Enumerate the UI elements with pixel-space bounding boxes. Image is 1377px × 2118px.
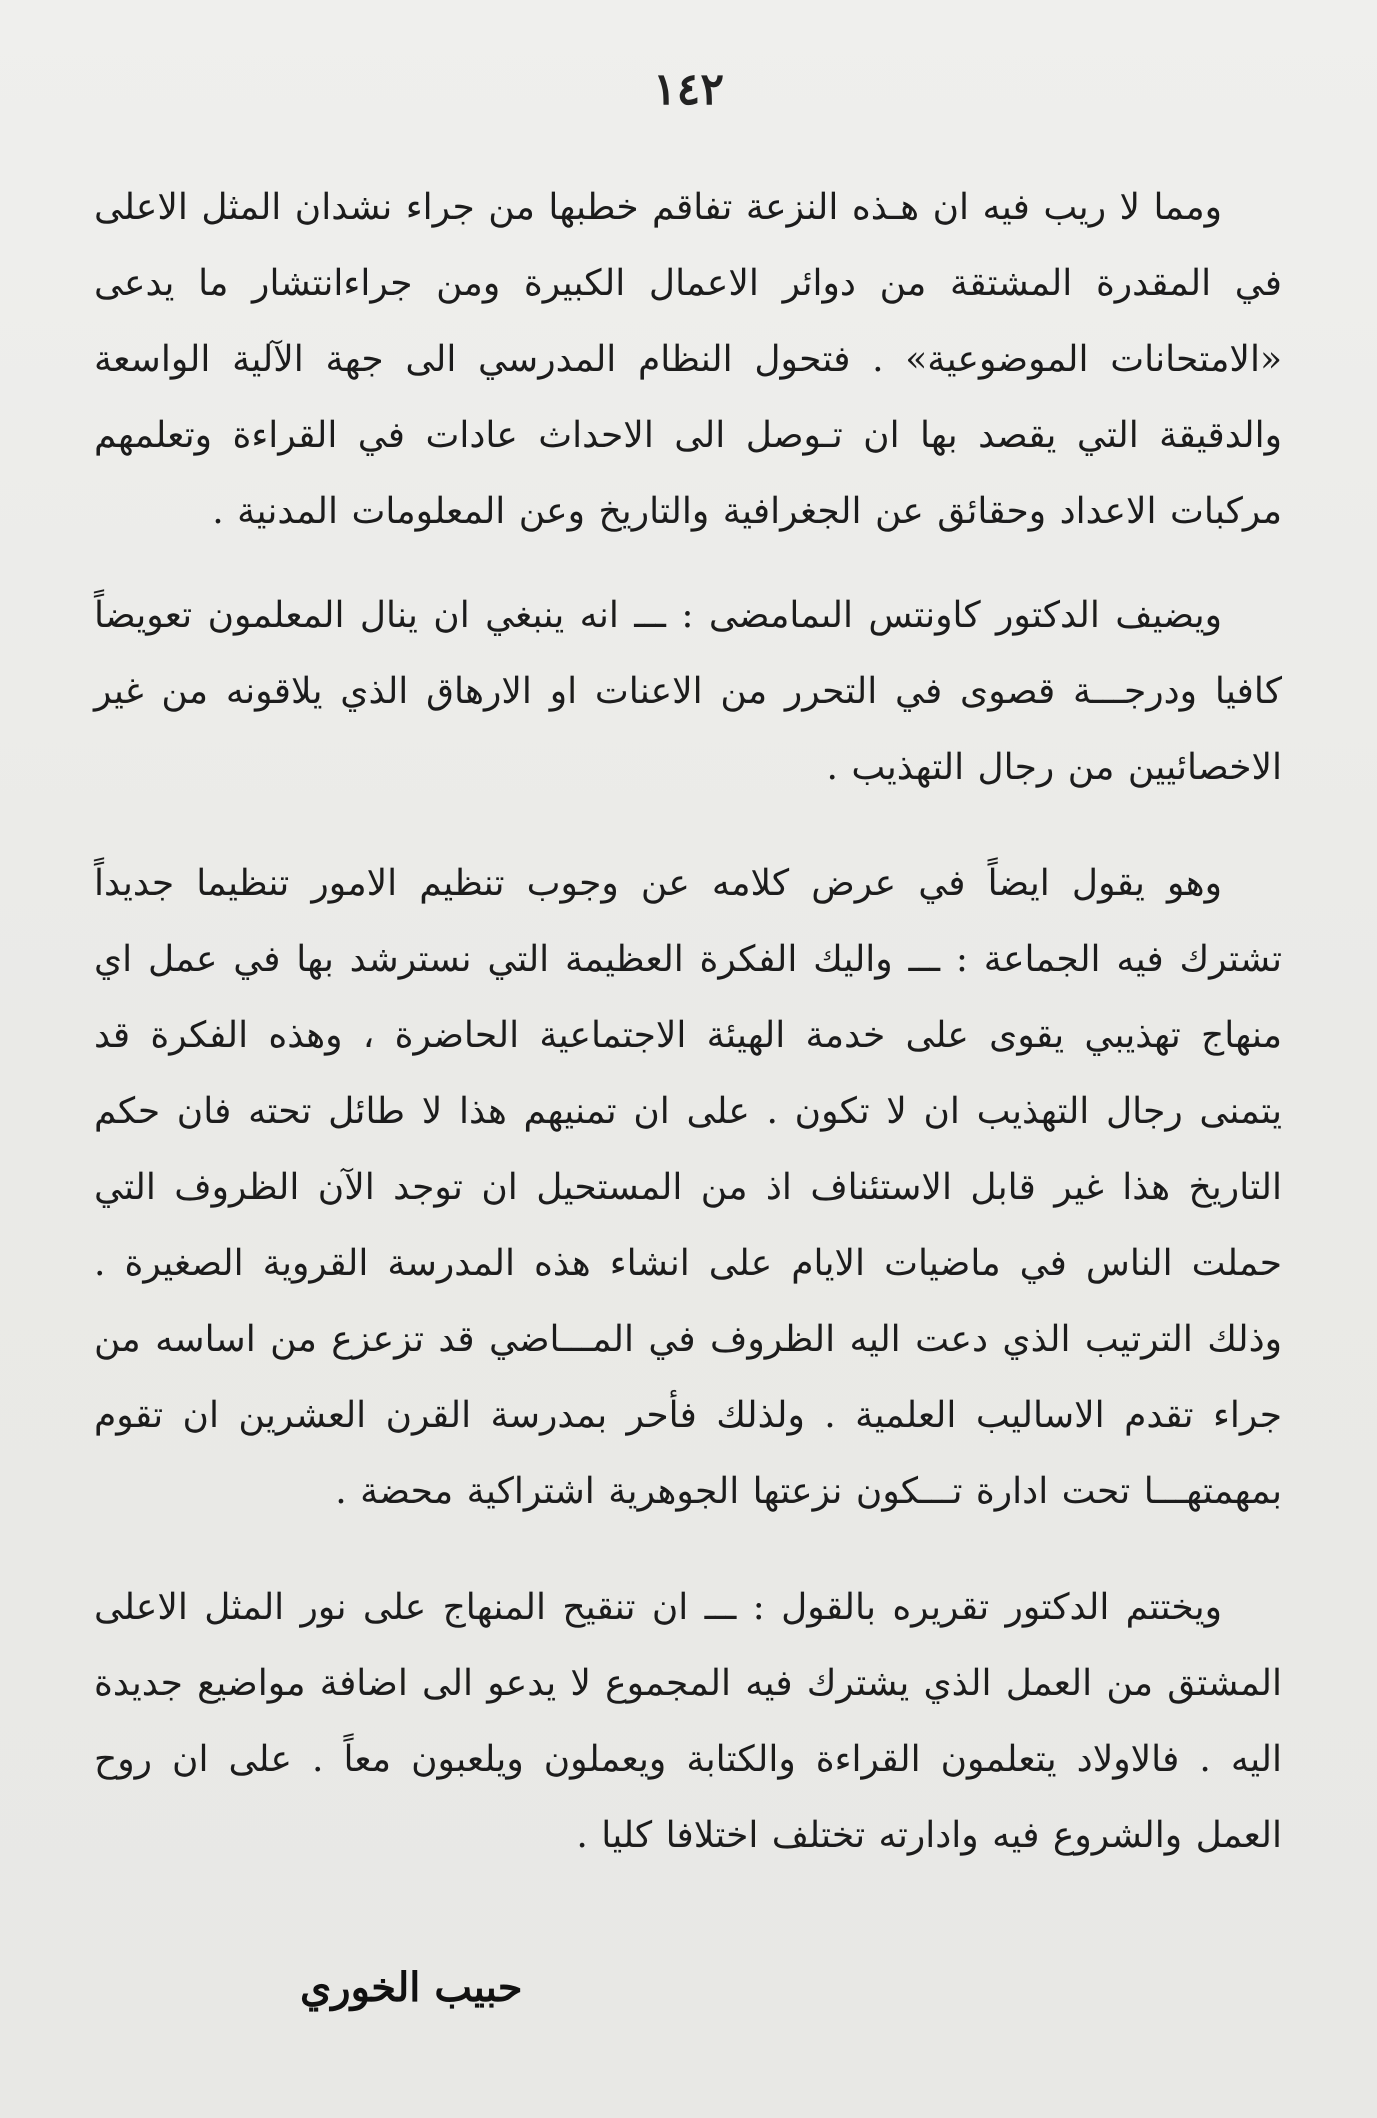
body-text [94,170,1282,1874]
paragraph-2: ويضيف الدكتور كاونتس الىمامضى : ـــ انه ينبغي ان ينال المعلمون تعويضاً كافيا ودرجـــة قصوى في التحرر من الاعنات او الارهاق الذي يلاقونه من غير الاخصائيين من رجال التهذيب . [94,595,1282,788]
page-number: ١٤٢ [653,64,724,115]
paragraph-3: وهو يقول ايضاً في عرض كلامه عن وجوب تنظيم الامور تنظيما جديداً تشترك فيه الجماعة : ـــ واليك الفكرة العظيمة التي نسترشد بها في عمل اي منهاج تهذيبي يقوى على خدمة الهيئة الاجتماعية الحاضرة ، وهذه الفكرة قد يتمنى رجال التهذيب ان لا تكون . على ان تمنيهم هذا لا طائل تحته فان حكم التاريخ هذا غير قابل الاستئناف اذ من المستحيل ان توجد الآن الظروف التي حملت الناس في ماضيات الايام على انشاء هذه المدرسة القروية الصغيرة . وذلك الترتيب الذي دعت اليه الظروف في المـــاضي قد تزعزع من اساسه من جراء تقدم الاساليب العلمية . ولذلك فأحر بمدرسة القرن العشرين ان تقوم بمهمتهـــا تحت ادارة تـــكون نزعتها الجوهرية اشتراكية محضة . [94,863,1282,1512]
paragraph-1: ومما لا ريب فيه ان هـذه النزعة تفاقم خطبها من جراء نشدان المثل الاعلى في المقدرة المشتقة من دوائر الاعمال الكبيرة ومن جراءانتشار ما يدعى «الامتحانات الموضوعية» . فتحول النظام المدرسي الى جهة الآلية الواسعة والدقيقة التي يقصد بها ان تـوصل الى الاحداث عادات في القراءة وتعلمهم مركبات الاعداد وحقائق عن الجغرافية والتاريخ وعن المعلومات المدنية . [94,187,1282,532]
author-signature: حبيب الخوري [300,1964,523,2011]
paragraph-4: ويختتم الدكتور تقريره بالقول : ـــ ان تنقيح المنهاج على نور المثل الاعلى المشتق من العمل الذي يشترك فيه المجموع لا يدعو الى اضافة مواضيع جديدة اليه . فالاولاد يتعلمون القراءة والكتابة ويعملون ويلعبون معاً . على ان روح العمل والشروع فيه وادارته تختلف اختلافا كليا . [94,1587,1282,1856]
paragraph-gap [94,1530,1282,1570]
paragraph-gap [94,806,1282,846]
paragraph-gap [94,550,1282,578]
